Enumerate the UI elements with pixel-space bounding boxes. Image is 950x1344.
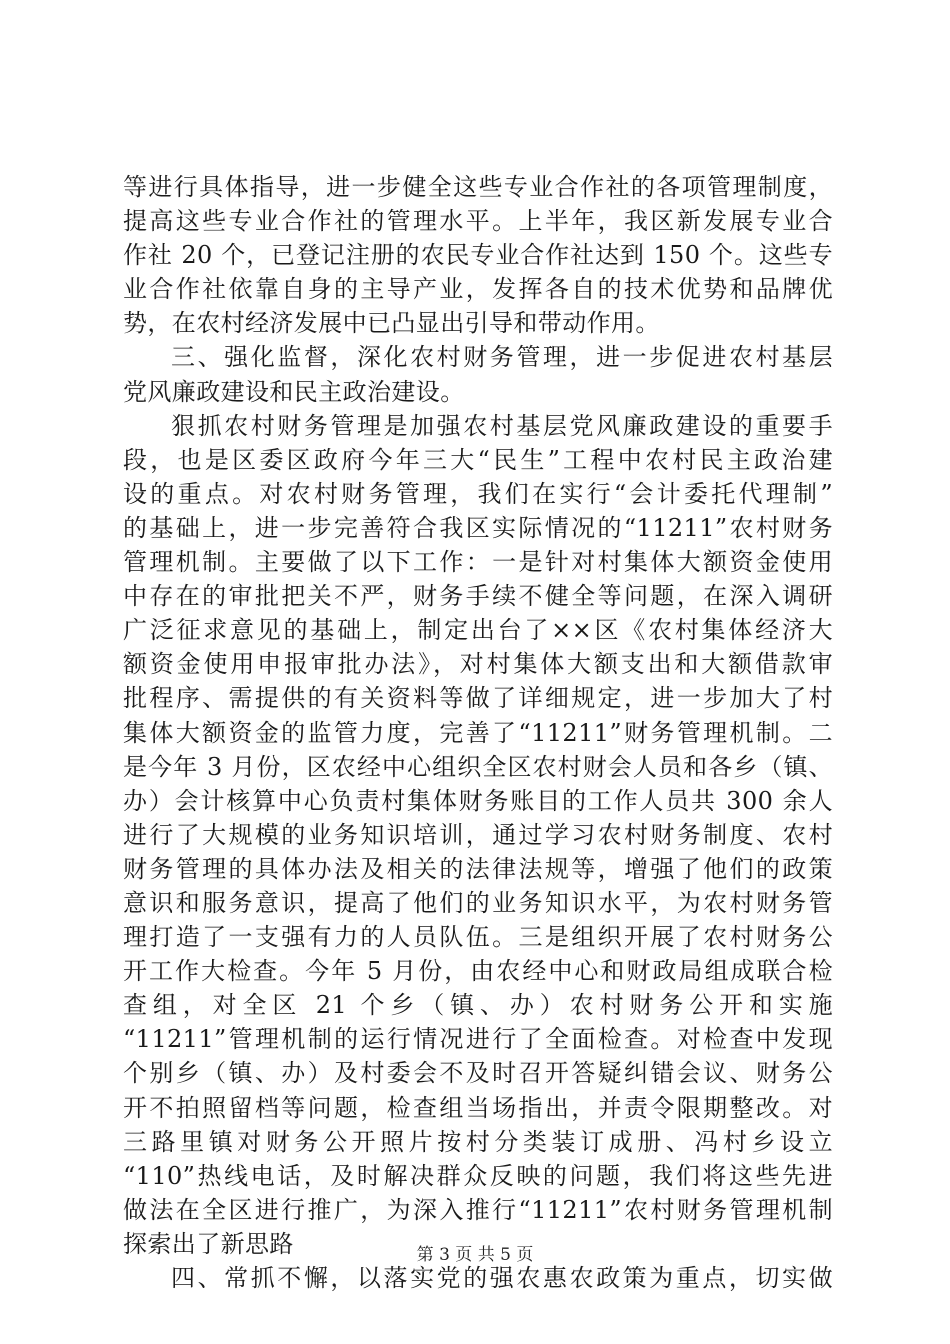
text-line: 集体大额资金的监管力度，完善了“11211”财务管理机制。二 [123,718,833,747]
text-line: 理打造了一支强有力的人员队伍。三是组织开展了农村财务公 [123,923,833,952]
text-line: 查组，对全区 21 个乡（镇、办）农村财务公开和实施 [123,991,833,1020]
text-line: 的基础上，进一步完善符合我区实际情况的“11211”农村财务 [123,513,833,542]
page-number-footer: 第 3 页 共 5 页 [416,1245,534,1265]
text-line: 等进行具体指导，进一步健全这些专业合作社的各项管理制度， [123,173,833,201]
text-line: 管理机制。主要做了以下工作：一是针对村集体大额资金使用 [123,548,833,577]
text-line: 势，在农村经济发展中已凸显出引导和带动作用。 [123,309,660,338]
text-line: 提高这些专业合作社的管理水平。上半年，我区新发展专业合 [123,207,833,236]
text-line: “110”热线电话，及时解决群众反映的问题，我们将这些先进 [123,1161,833,1190]
text-line: 办）会计核算中心负责村集体财务账目的工作人员共 300 余人 [123,786,833,815]
text-line: 三路里镇对财务公开照片按村分类装订成册、冯村乡设立 [123,1127,833,1156]
section-heading-line: 三、强化监督，深化农村财务管理，进一步促进农村基层 [171,343,833,372]
text-line: 开不拍照留档等问题，检查组当场指出，并责令限期整改。对 [123,1093,833,1122]
text-line: 作社 20 个，已登记注册的农民专业合作社达到 150 个。这些专 [123,241,833,270]
section-heading-line: 党风廉政建设和民主政治建设。 [123,377,465,406]
text-line: 个别乡（镇、办）及村委会不及时召开答疑纠错会议、财务公 [123,1059,833,1088]
text-line: 是今年 3 月份，区农经中心组织全区农村财会人员和各乡（镇、 [123,752,833,781]
section-heading-line: 四、常抓不懈，以落实党的强农惠农政策为重点，切实做 [171,1264,833,1292]
text-line: 段，也是区委区政府今年三大“民生”工程中农村民主政治建 [123,445,833,474]
text-line: 业合作社依靠自身的主导产业，发挥各自的技术优势和品牌优 [123,275,833,304]
document-body [123,170,833,1295]
text-line: 额资金使用申报审批办法》，对村集体大额支出和大额借款审 [123,650,833,679]
text-line: 意识和服务意识，提高了他们的业务知识水平，为农村财务管 [123,888,833,917]
text-line: 广泛征求意见的基础上，制定出台了××区《农村集体经济大 [123,616,833,645]
text-line: 狠抓农村财务管理是加强农村基层党风廉政建设的重要手 [171,411,833,440]
text-line: 批程序、需提供的有关资料等做了详细规定，进一步加大了村 [123,684,833,713]
text-line: 设的重点。对农村财务管理，我们在实行“会计委托代理制” [123,479,833,508]
text-line: 财务管理的具体办法及相关的法律法规等，增强了他们的政策 [123,854,833,883]
text-line: 探索出了新思路 [123,1229,294,1258]
text-line: 做法在全区进行推广，为深入推行“11211”农村财务管理机制 [123,1195,833,1224]
text-line: 进行了大规模的业务知识培训，通过学习农村财务制度、农村 [123,820,833,849]
text-line: 开工作大检查。今年 5 月份，由农经中心和财政局组成联合检 [123,957,833,986]
text-line: “11211”管理机制的运行情况进行了全面检查。对检查中发现 [123,1025,833,1054]
text-line: 中存在的审批把关不严，财务手续不健全等问题，在深入调研 [123,582,833,611]
